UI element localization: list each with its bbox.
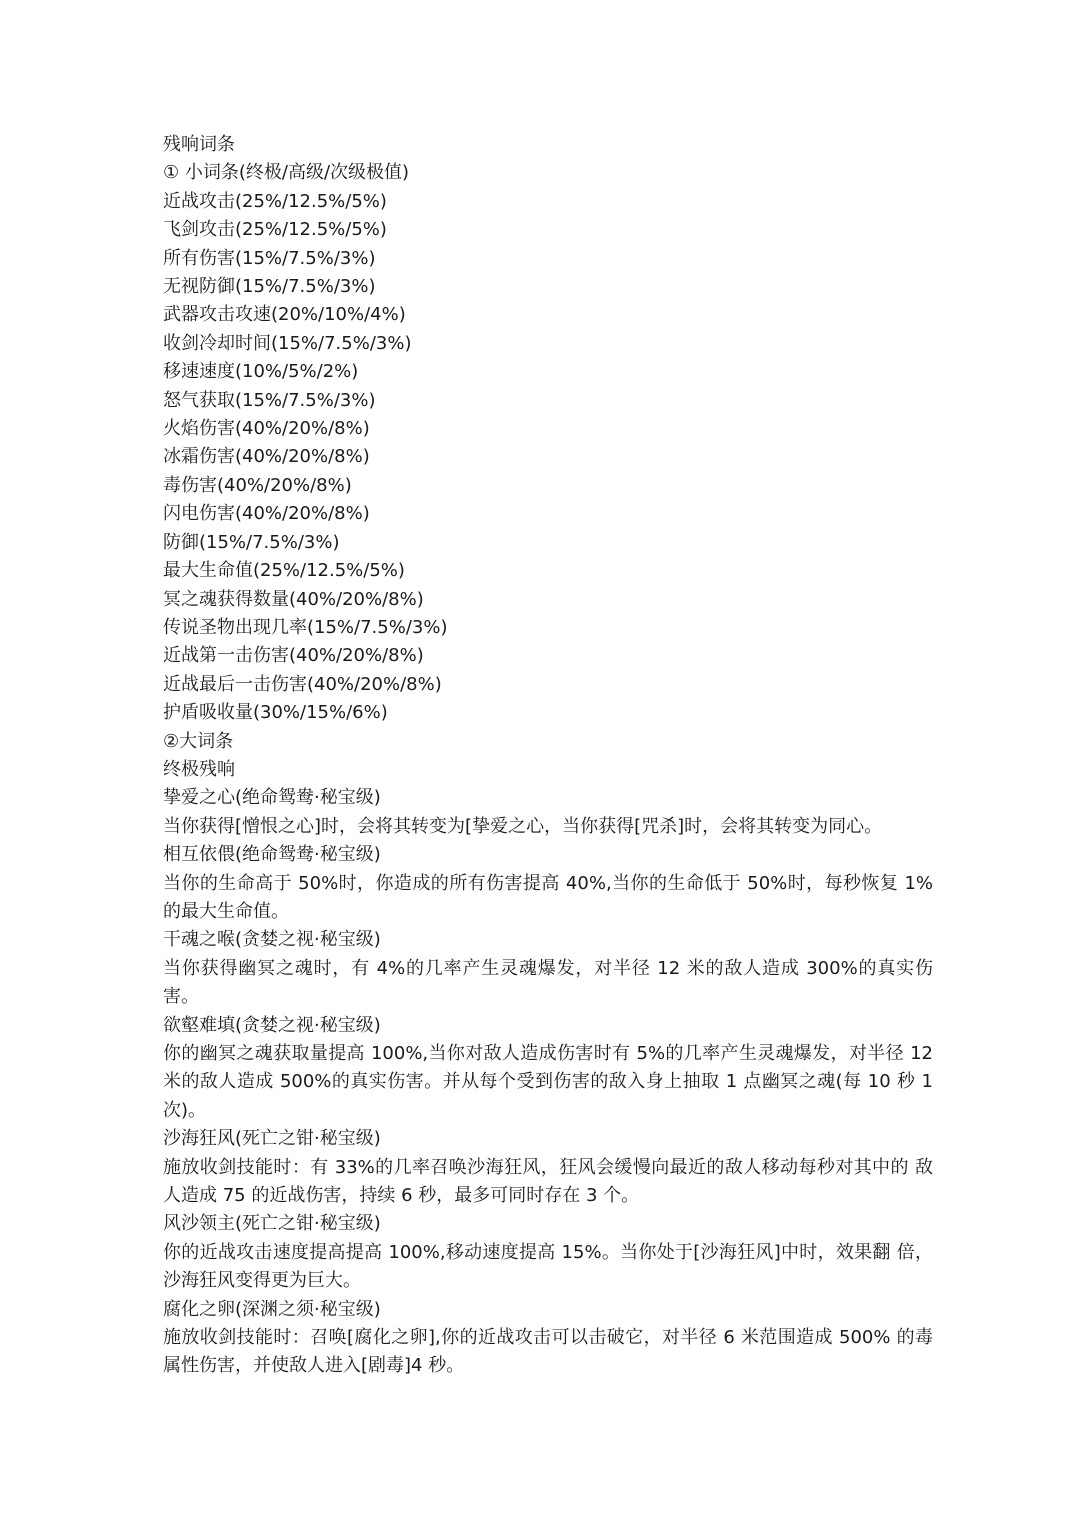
entry-description: 你的幽冥之魂获取量提高 100%,当你对敌人造成伤害时有 5%的几率产生灵魂爆发，对半径 12 米的敌人造成 500%的真实伤害。并从每个受到伤害的敌入身上抽取 1 点幽冥之魂(每 10 秒 1 次)。 — [163, 1043, 933, 1121]
major-section-subheading: 终极残响 — [163, 758, 235, 780]
minor-item: 收剑冷却时间(15%/7.5%/3%) — [163, 332, 412, 354]
minor-item: 闪电伤害(40%/20%/8%) — [163, 503, 370, 525]
minor-item: 飞剑攻击(25%/12.5%/5%) — [163, 219, 387, 241]
entry-name: 腐化之卵(深渊之须·秘宝级) — [163, 1298, 381, 1320]
minor-item: 最大生命值(25%/12.5%/5%) — [163, 560, 405, 582]
entry-name: 相互依偎(绝命鸳鸯·秘宝级) — [163, 844, 381, 866]
minor-item: 近战最后一击伤害(40%/20%/8%) — [163, 673, 442, 695]
entry-description: 当你获得[憎恨之心]时，会将其转变为[挚爱之心，当你获得[咒杀]时，会将其转变为同心。 — [163, 815, 883, 837]
minor-item: 传说圣物出现几率(15%/7.5%/3%) — [163, 616, 448, 638]
entry-name: 挚爱之心(绝命鸳鸯·秘宝级) — [163, 787, 381, 809]
entry-name: 欲壑难填(贪婪之视·秘宝级) — [163, 1014, 381, 1036]
document-title: 残响词条 — [163, 134, 235, 155]
minor-item: 所有伤害(15%/7.5%/3%) — [163, 247, 376, 269]
entry-description: 施放收剑技能时：有 33%的几率召唤沙海狂风，狂风会缓慢向最近的敌人移动每秒对其中的 敌人造成 75 的近战伤害，持续 6 秒，最多可同时存在 3 个。 — [163, 1156, 933, 1207]
entry-description: 当你的生命高于 50%时，你造成的所有伤害提高 40%,当你的生命低于 50%时，每秒恢复 1%的最大生命值。 — [163, 872, 933, 922]
minor-item: 无视防御(15%/7.5%/3%) — [163, 276, 376, 298]
entry-name: 风沙领主(死亡之钳·秘宝级) — [163, 1213, 381, 1235]
minor-item: 移速速度(10%/5%/2%) — [163, 361, 359, 383]
minor-item: 近战攻击(25%/12.5%/5%) — [163, 190, 387, 212]
entry-description: 当你获得幽冥之魂时，有 4%的几率产生灵魂爆发，对半径 12 米的敌人造成 300%的真实伤害。 — [163, 957, 933, 1008]
minor-item: 护盾吸收量(30%/15%/6%) — [163, 702, 388, 724]
entry-name: 干魂之喉(贪婪之视·秘宝级) — [163, 929, 381, 951]
minor-item: 火焰伤害(40%/20%/8%) — [163, 418, 370, 440]
entry-description: 你的近战攻击速度提高提高 100%,移动速度提高 15%。当你处于[沙海狂风]中时，效果翻 倍，沙海狂风变得更为巨大。 — [163, 1241, 933, 1292]
entry-name: 沙海狂风(死亡之钳·秘宝级) — [163, 1128, 381, 1150]
major-section-heading: ②大词条 — [163, 730, 234, 752]
minor-item: 武器攻击攻速(20%/10%/4%) — [163, 304, 406, 326]
minor-section-heading: ① 小词条(终极/高级/次级极值) — [163, 162, 410, 184]
document-body — [163, 131, 933, 1381]
minor-item: 冥之魂获得数量(40%/20%/8%) — [163, 588, 424, 610]
minor-item: 近战第一击伤害(40%/20%/8%) — [163, 645, 424, 667]
minor-item: 毒伤害(40%/20%/8%) — [163, 474, 352, 496]
minor-item: 怒气获取(15%/7.5%/3%) — [163, 389, 376, 411]
minor-item: 冰霜伤害(40%/20%/8%) — [163, 446, 370, 468]
entry-description: 施放收剑技能时：召唤[腐化之卵],你的近战攻击可以击破它，对半径 6 米范围造成 500% 的毒属性伤害，并使敌人进入[剧毒]4 秒。 — [163, 1327, 933, 1377]
minor-item: 防御(15%/7.5%/3%) — [163, 531, 340, 553]
